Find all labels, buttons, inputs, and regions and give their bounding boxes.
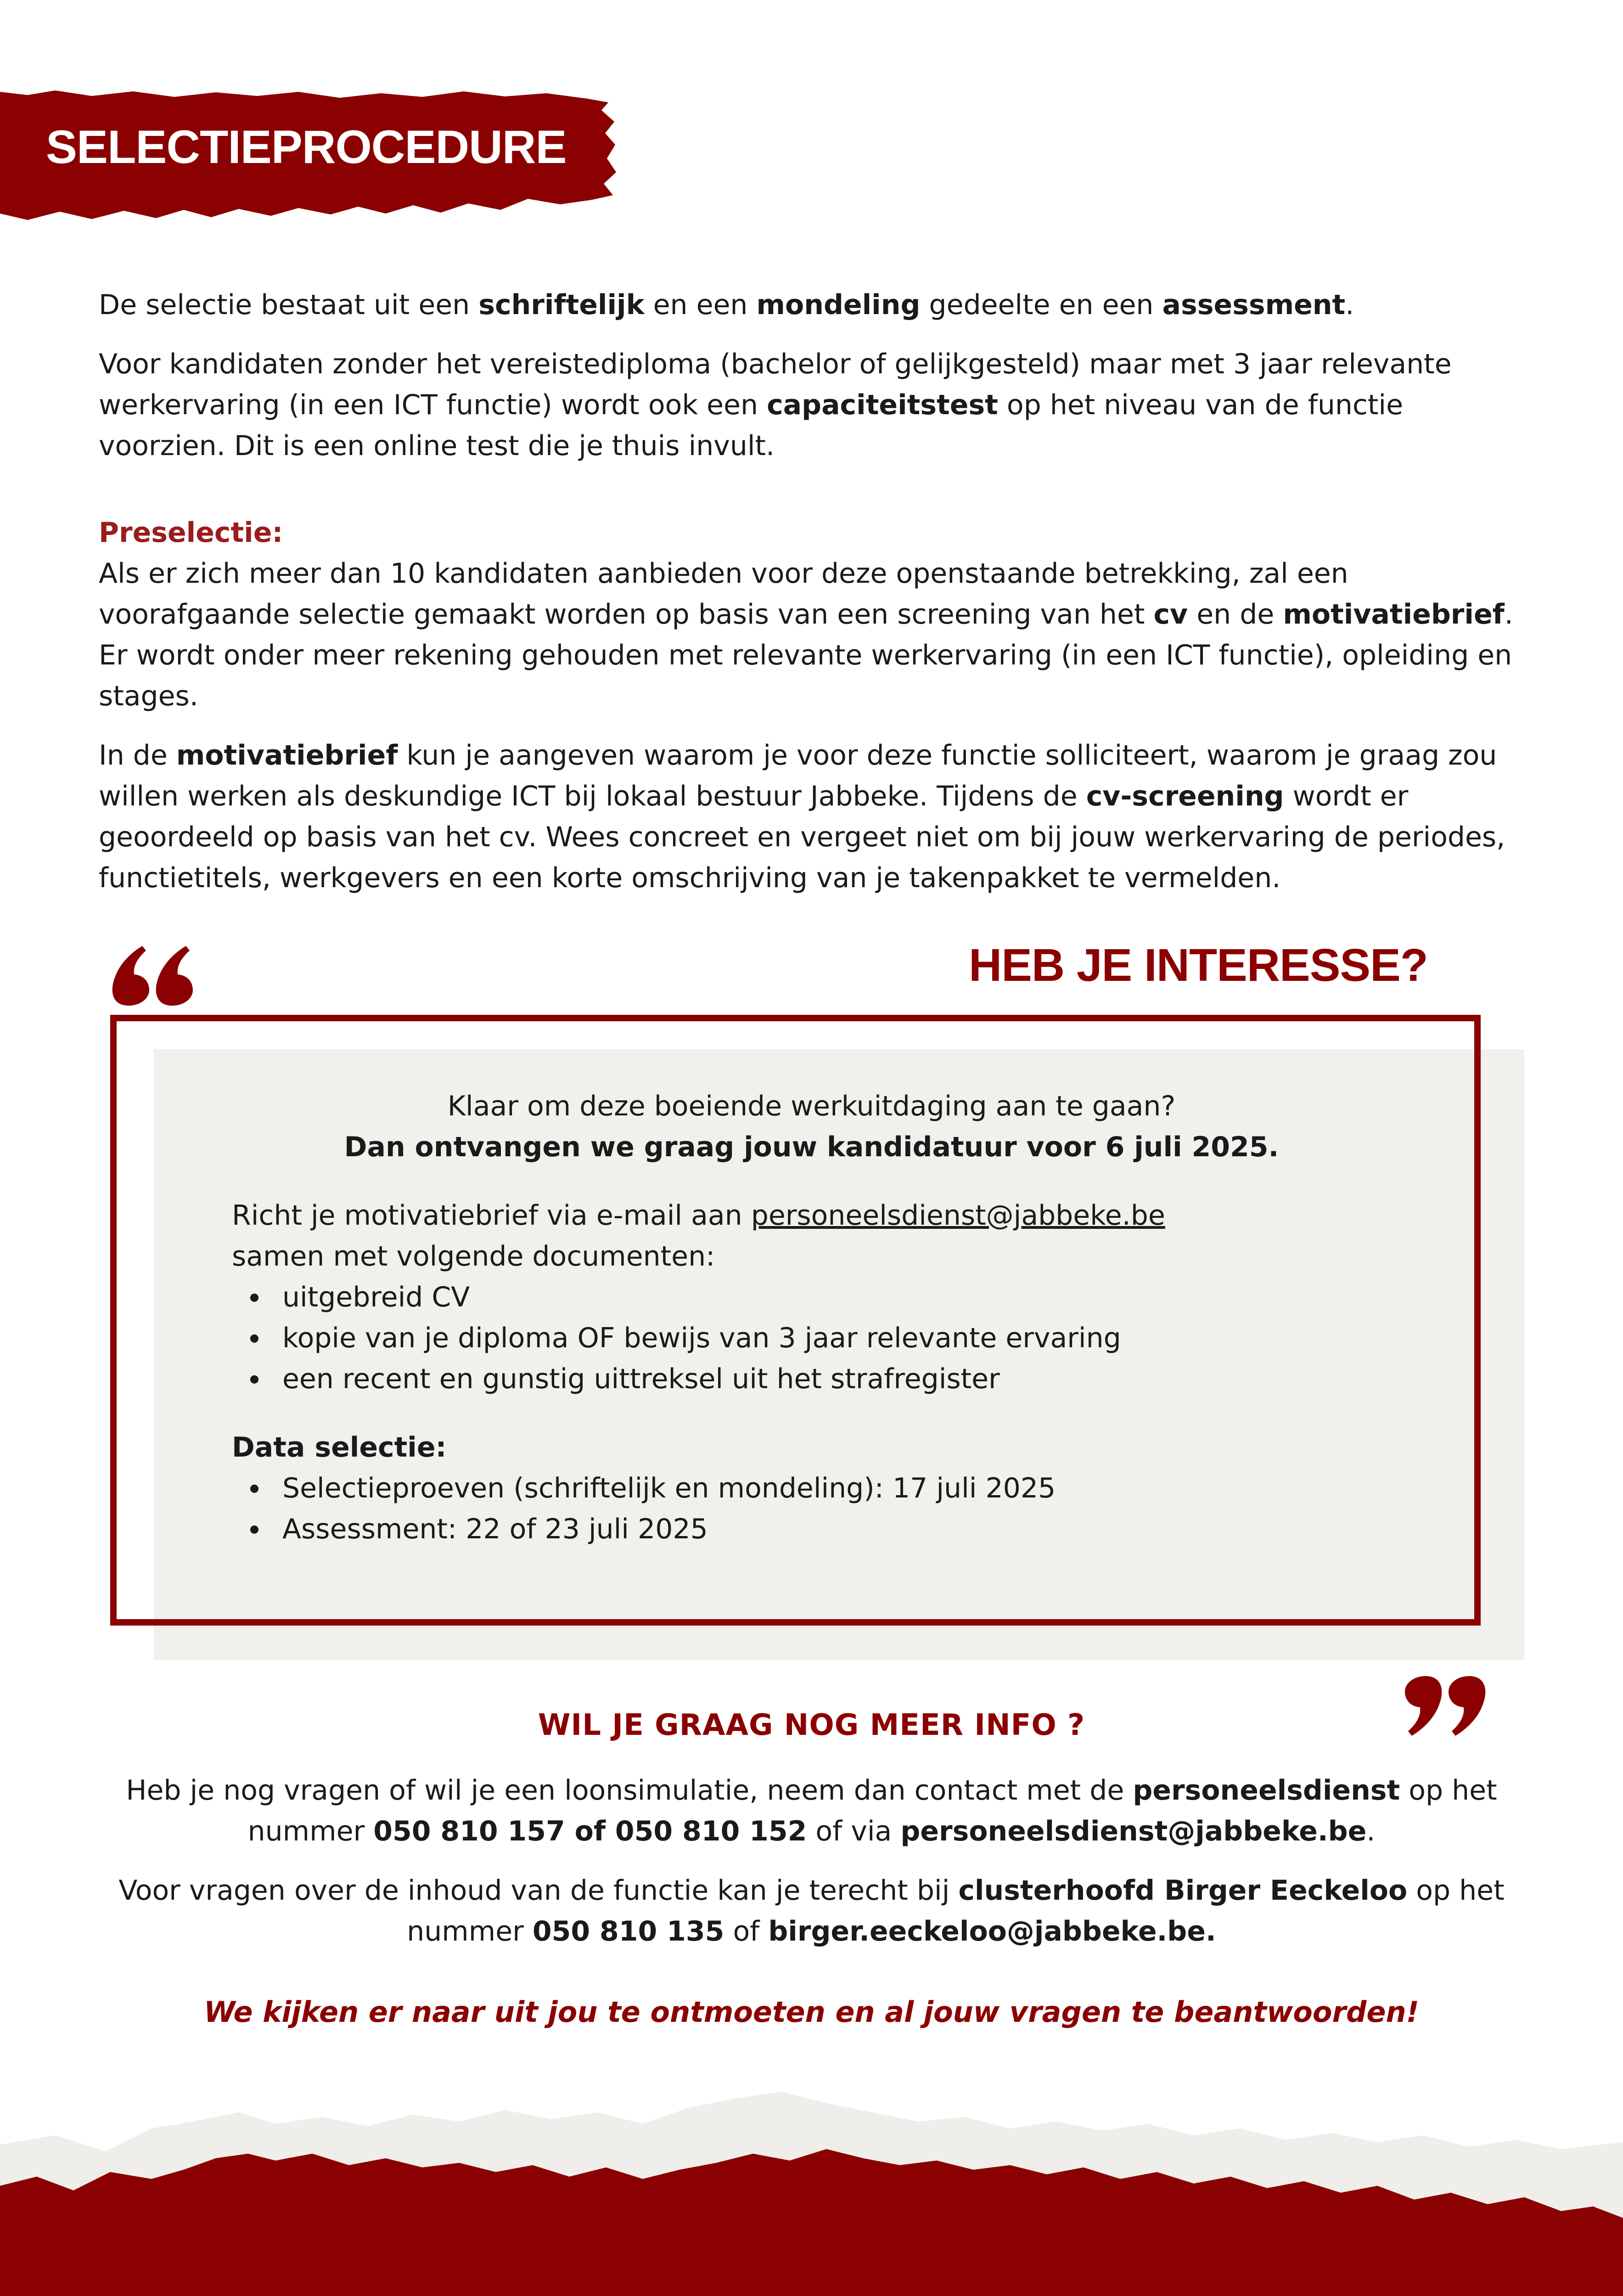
- interest-content: [232, 1086, 1426, 1550]
- dates-list: [232, 1468, 1426, 1550]
- preselectie-heading: Preselectie:: [99, 517, 283, 549]
- intro-paragraph-3: Als er zich meer dan 10 kandidaten aanbieden voor deze openstaande betrekking, zal een voorafgaande selectie gemaakt worden op basis van een screening van het cv en de motivatiebrief. Er wordt onder meer rekening gehouden met relevante werkervaring (in een ICT functie), opleiding en stages.: [99, 557, 1513, 712]
- info-heading: WIL JE GRAAG NOG MEER INFO ?: [538, 1708, 1085, 1742]
- closing-line: We kijken er naar uit jou te ontmoeten en al jouw vragen te beantwoorden!: [204, 1995, 1419, 2029]
- interest-intro-line: Klaar om deze boeiende werkuitdaging aan te gaan?: [447, 1090, 1176, 1122]
- apply-instruction: Richt je motivatiebrief via e-mail aan personeelsdienst@jabbeke.be: [232, 1199, 1165, 1232]
- list-item: Assessment: 22 of 23 juli 2025: [282, 1509, 1426, 1550]
- open-quote-icon: [110, 946, 193, 1006]
- list-item: kopie van je diploma OF bewijs van 3 jaar relevante ervaring: [282, 1318, 1426, 1359]
- torn-paper-footer: [0, 2085, 1623, 2296]
- intro-paragraph-1: De selectie bestaat uit een schriftelijk en een mondeling gedeelte en een assessment.: [99, 289, 1354, 321]
- intro-paragraph-2: Voor kandidaten zonder het vereistediploma (bachelor of gelijkgesteld) maar met 3 jaar relevante werkervaring (in een ICT functie) wordt ook een capaciteitstest op het niveau van de functie voorzien. Dit is een online test die je thuis invult.: [99, 348, 1452, 462]
- info-section: [106, 1770, 1517, 1970]
- list-item: uitgebreid CV: [282, 1277, 1426, 1318]
- info-paragraph-2: Voor vragen over de inhoud van de functie kan je terecht bij clusterhoofd Birger Eeckeloo op het nummer 050 810 135 of birger.eeckeloo@jabbeke.be.: [118, 1874, 1505, 1947]
- section-title: SELECTIEPROCEDURE: [46, 121, 567, 173]
- deadline-line: Dan ontvangen we graag jouw kandidatuur voor 6 juli 2025.: [344, 1131, 1279, 1163]
- dates-heading: Data selectie:: [232, 1431, 447, 1463]
- list-item: een recent en gunstig uittreksel uit het strafregister: [282, 1359, 1426, 1400]
- hr-email-link[interactable]: personeelsdienst@jabbeke.be: [751, 1199, 1165, 1232]
- documents-list: [232, 1277, 1426, 1400]
- list-item: Selectieproeven (schriftelijk en mondeling): 17 juli 2025: [282, 1468, 1426, 1509]
- interest-heading: HEB JE INTERESSE?: [969, 940, 1428, 991]
- intro-section: [99, 285, 1531, 917]
- info-paragraph-1: Heb je nog vragen of wil je een loonsimulatie, neem dan contact met de personeelsdienst op het nummer 050 810 157 of 050 810 152 of via personeelsdienst@jabbeke.be.: [126, 1774, 1497, 1847]
- apply-suffix: samen met volgende documenten:: [232, 1240, 715, 1272]
- intro-paragraph-4: In de motivatiebrief kun je aangeven waarom je voor deze functie solliciteert, waarom je graag zou willen werken als deskundige ICT bij lokaal bestuur Jabbeke. Tijdens de cv-screening wordt er geoordeeld op basis van het cv. Wees concreet en vergeet niet om bij jouw werkervaring de periodes, functietitels, werkgevers en een korte omschrijving van je takenpakket te vermelden.: [99, 739, 1505, 894]
